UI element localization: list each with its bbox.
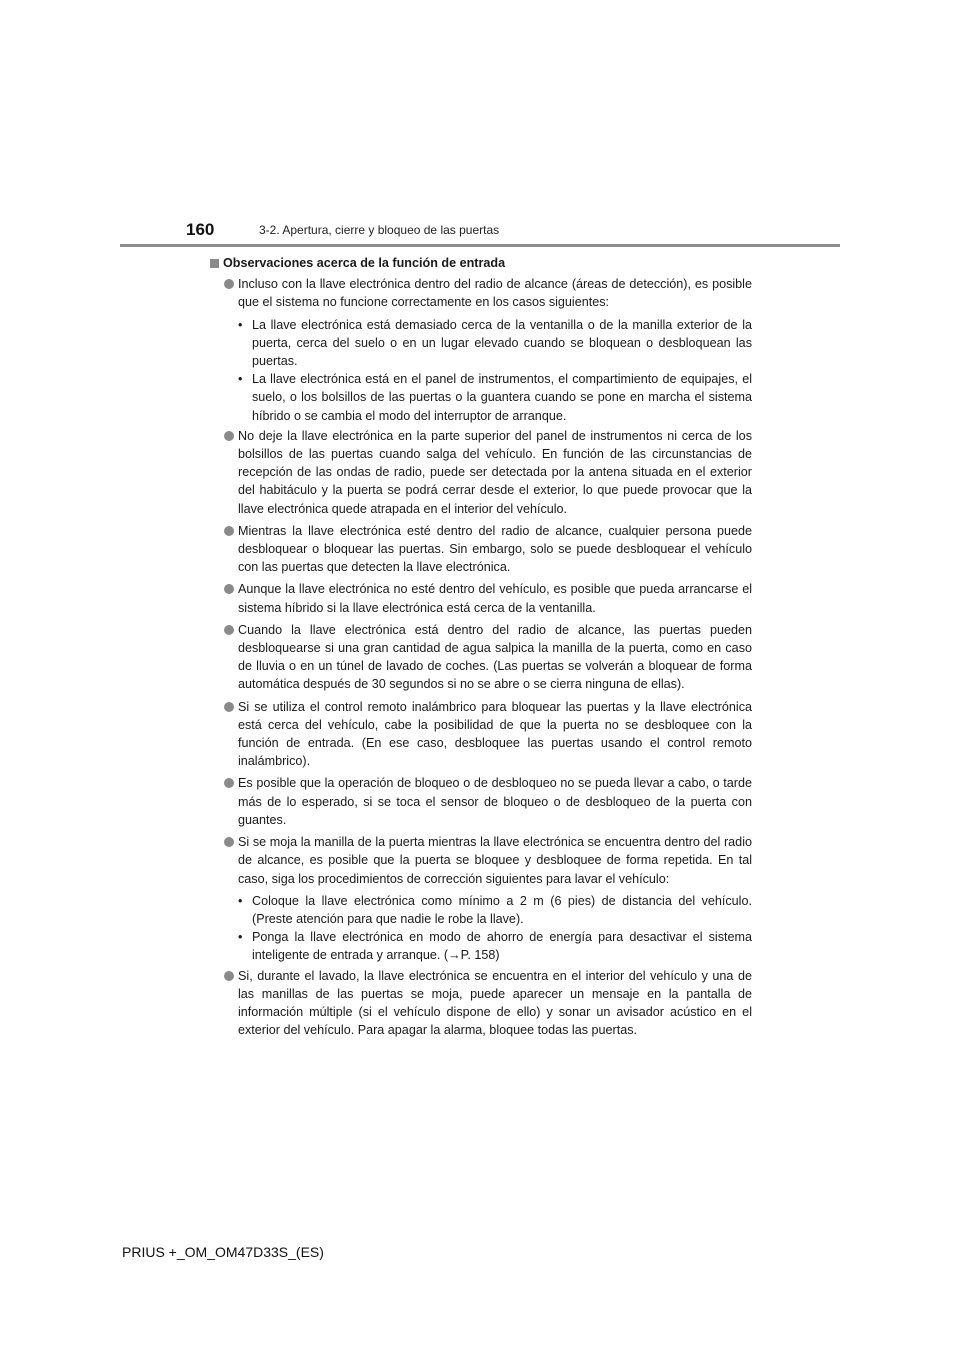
sub-item — [238, 892, 752, 928]
note-text: No deje la llave electrónica en la parte superior del panel de instrumentos ni cerca de los bolsillos de las puertas cuando salga del vehículo. En función de las circunstancias de recepción de las ondas de radio, puede ser detectada por la antena situada en el exterior del habitáculo y la puerta se podrá cerrar desde el exterior, lo que puede provocar que la llave electrónica quede atrapada en el interior del vehículo. — [238, 428, 752, 516]
note-text: Aunque la llave electrónica no esté dentro del vehículo, es posible que pueda arrancarse el sistema híbrido si la llave electrónica está cerca de la ventanilla. — [238, 582, 752, 615]
circle-bullet-icon — [224, 279, 234, 289]
dot-bullet-icon: • — [238, 893, 243, 908]
sub-item-text: Coloque la llave electrónica como mínimo a 2 m (6 pies) de distancia del vehículo. (Preste atención para que nadie le robe la llave). — [252, 893, 752, 926]
note-item — [210, 833, 752, 888]
circle-bullet-icon — [224, 431, 234, 441]
page-content — [210, 254, 752, 1043]
sub-item-text: Ponga la llave electrónica en modo de ahorro de energía para desactivar el sistema inteligente de entrada y arranque. (→P. 158) — [252, 930, 752, 963]
page-number: 160 — [186, 220, 215, 239]
sub-item — [238, 928, 752, 964]
note-item — [210, 275, 752, 311]
sub-item-text: La llave electrónica está en el panel de instrumentos, el compartimiento de equipajes, el suelo, o los bolsillos de las puertas o la guantera cuando se pone en marcha el sistema híbrido o se cambia el modo del interruptor de arranque. — [252, 372, 752, 423]
sub-list — [238, 316, 752, 425]
section-header: 3-2. Apertura, cierre y bloqueo de las puertas — [259, 223, 500, 237]
note-item — [210, 580, 752, 616]
topic-heading — [210, 254, 752, 272]
note-text: Si se moja la manilla de la puerta mientras la llave electrónica se encuentra dentro del radio de alcance, es posible que la puerta se bloquee y desbloquee de forma repetida. En tal caso, siga los procedimientos de corrección siguientes para lavar el vehículo: — [238, 835, 752, 886]
sub-item-text: La llave electrónica está demasiado cerca de la ventanilla o de la manilla exterior de la puerta, cerca del suelo o en un lugar elevado cuando se bloquean o desbloquean las puertas. — [252, 317, 752, 369]
circle-bullet-icon — [224, 971, 234, 981]
circle-bullet-icon — [224, 702, 234, 712]
sub-item — [238, 316, 752, 371]
dot-bullet-icon: • — [238, 372, 243, 387]
note-item — [210, 967, 752, 1040]
note-text: Mientras la llave electrónica esté dentro del radio de alcance, cualquier persona puede desbloquear o bloquear las puertas. Sin embargo, solo se puede desbloquear el vehículo con las puertas que detecten la llave electrónica. — [238, 523, 752, 575]
sub-item — [238, 370, 752, 425]
circle-bullet-icon — [224, 778, 234, 788]
note-text: Si, durante el lavado, la llave electrónica se encuentra en el interior del vehículo y una de las manillas de las puertas se moja, puede aparecer un mensaje en la pantalla de información múltiple (si el vehículo dispone de ello) y sonar un avisador acústico en el exterior del vehículo. Para apagar la alarma, bloquee todas las puertas. — [238, 968, 752, 1038]
note-text: Incluso con la llave electrónica dentro del radio de alcance (áreas de detección), es posible que el sistema no funcione correctamente en los casos siguientes: — [238, 277, 752, 310]
circle-bullet-icon — [224, 625, 234, 635]
note-item — [210, 774, 752, 829]
circle-bullet-icon — [224, 526, 234, 536]
topic-title: Observaciones acerca de la función de entrada — [223, 256, 506, 270]
square-bullet-icon — [210, 259, 219, 268]
note-item — [210, 698, 752, 771]
header-rule — [120, 244, 840, 247]
note-item — [210, 522, 752, 577]
dot-bullet-icon: • — [238, 317, 243, 332]
note-item — [210, 621, 752, 694]
note-text: Si se utiliza el control remoto inalámbrico para bloquear las puertas y la llave electrónica está cerca del vehículo, cabe la posibilidad de que la puerta no se desbloquee con la función de entrada. (En ese caso, desbloquee las puertas usando el control remoto inalámbrico). — [238, 699, 752, 769]
sub-list — [238, 892, 752, 965]
note-text: Cuando la llave electrónica está dentro del radio de alcance, las puertas pueden desbloquearse si una gran cantidad de agua salpica la manilla de la puerta, como en caso de lluvia o en un túnel de lavado de coches. (Las puertas se volverán a bloquear de forma automática después de 30 segundos si no se abre o se cierra ninguna de ellas). — [238, 622, 752, 692]
circle-bullet-icon — [224, 584, 234, 594]
note-item — [210, 427, 752, 518]
note-text: Es posible que la operación de bloqueo o de desbloqueo no se pueda llevar a cabo, o tarde más de lo esperado, si se toca el sensor de bloqueo o de desbloqueo de la puerta con guantes. — [238, 776, 752, 827]
footer-model-code: PRIUS +_OM_OM47D33S_(ES) — [122, 1244, 324, 1260]
dot-bullet-icon: • — [238, 930, 243, 945]
circle-bullet-icon — [224, 837, 234, 847]
